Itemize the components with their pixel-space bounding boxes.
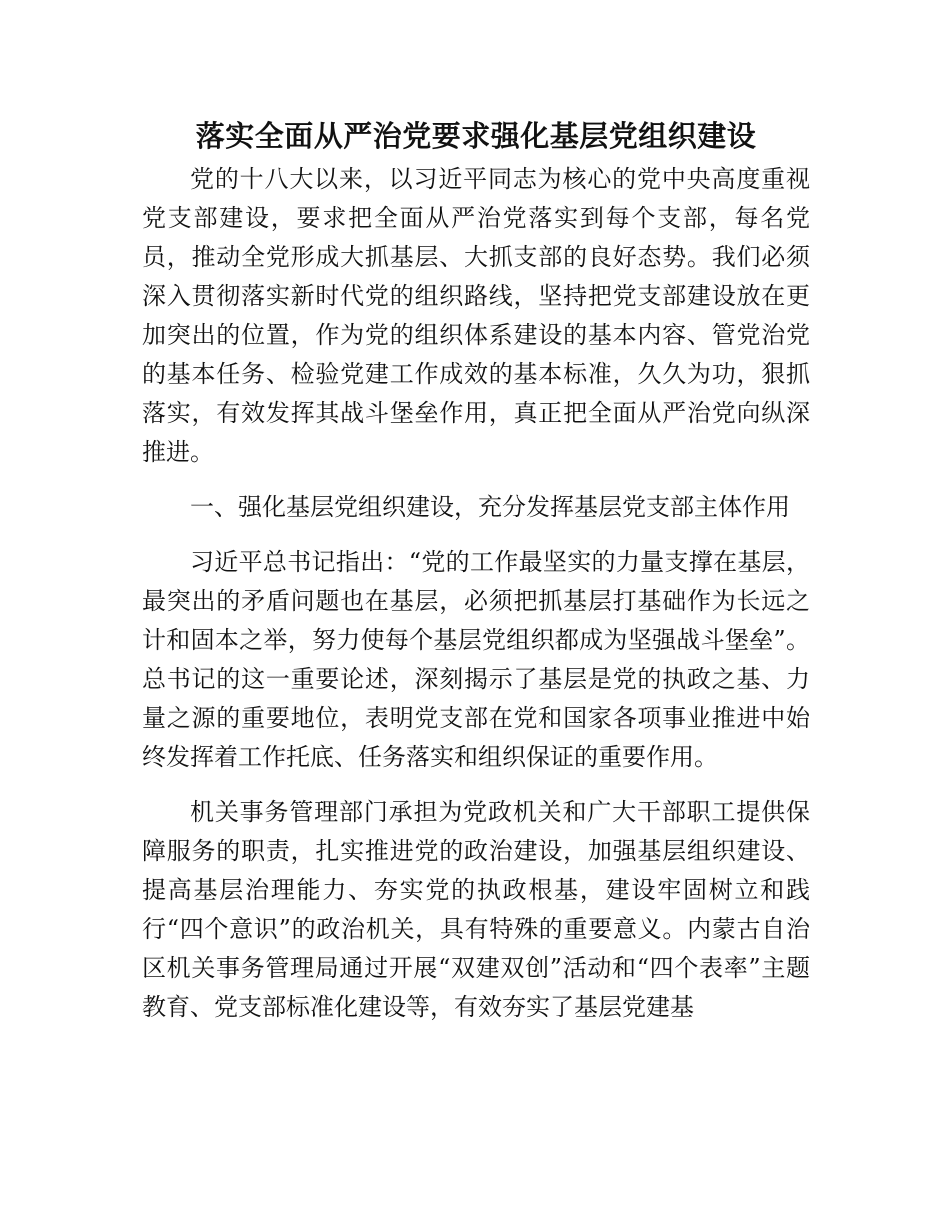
intro-paragraph: 党的十八大以来，以习近平同志为核心的党中央高度重视党支部建设，要求把全面从严治党落实到每个支部，每名党员，推动全党形成大抓基层、大抓支部的良好态势。我们必须深入贯彻落实新时代党的组织路线，坚持把党支部建设放在更加突出的位置，作为党的组织体系建设的基本内容、管党治党的基本任务、检验党建工作成效的基本标准，久久为功，狠抓落实，有效发挥其战斗堡垒作用，真正把全面从严治党向纵深推进。 bbox=[142, 165, 810, 466]
section-heading: 一、强化基层党组织建设，充分发挥基层党支部主体作用 bbox=[190, 493, 790, 521]
quote-paragraph: 习近平总书记指出：“党的工作最坚实的力量支撑在基层，最突出的矛盾问题也在基层，必须把抓基层打基础作为长远之计和固本之举，努力使每个基层党组织都成为坚强战斗堡垒”。总书记的这一重要论述，深刻揭示了基层是党的执政之基、力量之源的重要地位，表明党支部在党和国家各项事业推进中始终发挥着工作托底、任务落实和组织保证的重要作用。 bbox=[142, 548, 810, 771]
body-paragraph: 机关事务管理部门承担为党政机关和广大干部职工提供保障服务的职责，扎实推进党的政治建设，加强基层组织建设、提高基层治理能力、夯实党的执政根基，建设牢固树立和践行“四个意识”的政治机关，具有特殊的重要意义。内蒙古自治区机关事务管理局通过开展“双建双创”活动和“四个表率”主题教育、党支部标准化建设等，有效夯实了基层党建基 bbox=[142, 798, 810, 1021]
document-title: 落实全面从严治党要求强化基层党组织建设 bbox=[195, 119, 757, 153]
document-page bbox=[142, 112, 810, 1027]
